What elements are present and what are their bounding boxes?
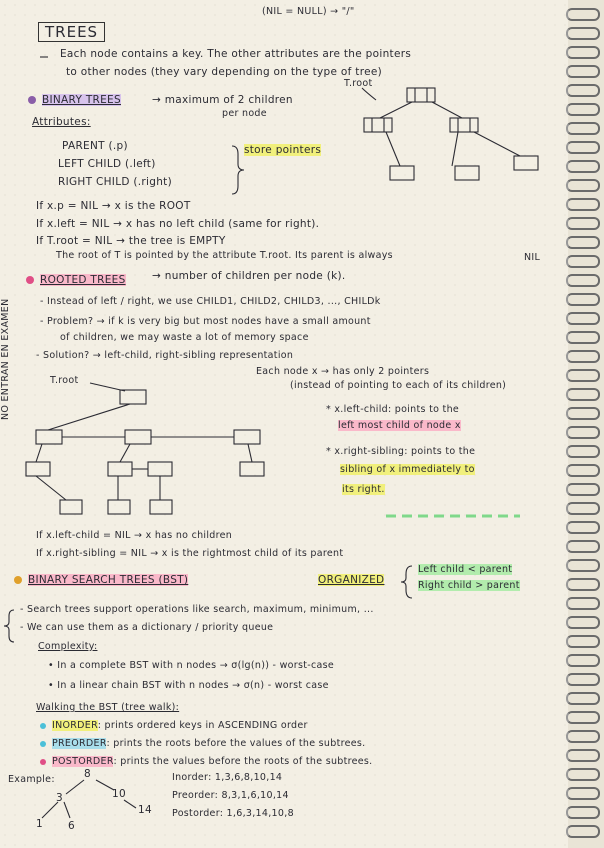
rooted-trees-arrow: → number of children per node (k). <box>152 270 346 282</box>
bt-rule-2: If x.left = NIL → x has no left child (same for right). <box>36 218 320 230</box>
rt-line-3: of children, we may waste a lot of memory space <box>60 332 309 343</box>
spiral-ring <box>566 198 600 211</box>
spiral-ring <box>566 559 600 572</box>
spiral-ring <box>566 179 600 192</box>
spiral-ring <box>566 730 600 743</box>
binary-trees-title: BINARY TREES <box>42 94 121 106</box>
each-node-line-2: (instead of pointing to each of its children) <box>290 380 507 391</box>
spiral-ring <box>566 65 600 78</box>
left-child-def-1: * x.left-child: points to the <box>326 404 460 415</box>
spiral-ring <box>566 464 600 477</box>
spiral-ring <box>566 787 600 800</box>
rt-node-a <box>36 430 62 444</box>
binary-trees-arrow: → maximum of 2 children <box>152 94 293 106</box>
attr-right-child: RIGHT CHILD (.right) <box>58 176 172 188</box>
rt-node-i <box>108 500 130 514</box>
inorder-label: INORDER <box>52 720 98 731</box>
inorder-line <box>40 720 308 731</box>
intro-line-1: Each node contains a key. The other attributes are the pointers <box>60 48 412 60</box>
preorder-text: : prints the roots before the values of the subtrees. <box>106 738 366 749</box>
spiral-ring <box>566 616 600 629</box>
spiral-ring <box>566 331 600 344</box>
example-node-8: 8 <box>84 768 91 780</box>
spiral-ring <box>566 236 600 249</box>
example-inorder: Inorder: 1,3,6,8,10,14 <box>172 772 283 783</box>
spiral-ring <box>566 749 600 762</box>
rt-node-g <box>240 462 264 476</box>
bst-complexity-2: • In a linear chain BST with n nodes → σ(n) - worst case <box>48 680 329 691</box>
spiral-ring <box>566 635 600 648</box>
rt-line-4: - Solution? → left-child, right-sibling representation <box>36 350 294 361</box>
example-preorder: Preorder: 8,3,1,6,10,14 <box>172 790 289 801</box>
rt-line-2: - Problem? → if k is very big but most nodes have a small amount <box>40 316 371 327</box>
spiral-ring <box>566 46 600 59</box>
example-node-3: 3 <box>56 792 63 804</box>
bst-complexity-1: • In a complete BST with n nodes → σ(lg(n)) - worst-case <box>48 660 335 671</box>
rt-node-e <box>108 462 132 476</box>
side-note: NO ENTRAN EN EXAMEN <box>0 298 11 420</box>
bst-heading <box>14 574 188 586</box>
bst-left-rule: Left child < parent <box>418 564 513 575</box>
spiral-ring <box>566 293 600 306</box>
example-label: Example: <box>8 774 55 785</box>
example-node-1: 1 <box>36 818 43 830</box>
binary-trees-heading <box>28 94 121 106</box>
spiral-ring <box>566 141 600 154</box>
bullet-icon <box>28 96 36 104</box>
top-note: (NIL = NULL) → "/" <box>262 6 355 17</box>
rooted-trees-title: ROOTED TREES <box>40 274 126 286</box>
spiral-ring <box>566 711 600 724</box>
inorder-text: : prints ordered keys in ASCENDING order <box>97 720 308 731</box>
spiral-ring <box>566 369 600 382</box>
page-title: TREES <box>38 22 105 42</box>
rt-node-d <box>26 462 50 476</box>
spiral-ring <box>566 312 600 325</box>
spiral-ring <box>566 483 600 496</box>
right-sibling-def-2: sibling of x immediately to <box>340 464 475 475</box>
bt-node-root <box>407 88 435 102</box>
bst-right-rule: Right child > parent <box>418 580 520 591</box>
example-postorder: Postorder: 1,6,3,14,10,8 <box>172 808 294 819</box>
bst-organized: ORGANIZED <box>318 574 385 586</box>
bullet-icon <box>40 741 46 747</box>
t-root-label-rt: T.root <box>50 375 79 386</box>
spiral-ring <box>566 445 600 458</box>
bst-complexity: Complexity: <box>38 641 98 652</box>
spiral-ring <box>566 692 600 705</box>
example-node-6: 6 <box>68 820 75 832</box>
bullet-icon <box>26 276 34 284</box>
rt-rule-2: If x.right-sibling = NIL → x is the rightmost child of its parent <box>36 548 344 559</box>
spiral-ring <box>566 521 600 534</box>
bt-node-left <box>364 118 392 132</box>
each-node-line: Each node x → has only 2 pointers <box>256 366 430 377</box>
spiral-ring <box>566 540 600 553</box>
spiral-ring <box>566 426 600 439</box>
spiral-ring <box>566 103 600 116</box>
bullet-icon <box>40 759 46 765</box>
attr-parent: PARENT (.p) <box>62 140 128 152</box>
spiral-ring <box>566 768 600 781</box>
spiral-ring <box>566 825 600 838</box>
spiral-ring <box>566 160 600 173</box>
spiral-ring <box>566 217 600 230</box>
bst-walking: Walking the BST (tree walk): <box>36 702 180 713</box>
left-child-def-2: left most child of node x <box>338 420 461 431</box>
per-node: per node <box>222 108 267 119</box>
bst-line-2: - We can use them as a dictionary / priority queue <box>20 622 274 633</box>
spiral-ring <box>566 255 600 268</box>
rt-node-h <box>60 500 82 514</box>
preorder-line <box>40 738 365 749</box>
rt-node-f <box>148 462 172 476</box>
bt-rule-4: The root of T is pointed by the attribute T.root. Its parent is always <box>56 250 393 261</box>
spiral-ring <box>566 654 600 667</box>
bt-rule-4-nil: NIL <box>524 252 541 263</box>
spiral-ring <box>566 597 600 610</box>
postorder-line <box>40 756 372 767</box>
bt-rule-1: If x.p = NIL → x is the ROOT <box>36 200 191 212</box>
spiral-ring <box>566 8 600 21</box>
rt-line-1: - Instead of left / right, we use CHILD1, CHILD2, CHILD3, ..., CHILDk <box>40 296 381 307</box>
intro-line-2: to other nodes (they vary depending on the type of tree) <box>66 66 382 78</box>
bt-rule-3: If T.root = NIL → the tree is EMPTY <box>36 235 226 247</box>
spiral-ring <box>566 122 600 135</box>
spiral-binding <box>564 0 604 848</box>
spiral-ring <box>566 27 600 40</box>
bullet-icon <box>40 723 46 729</box>
spiral-ring <box>566 274 600 287</box>
spiral-ring <box>566 673 600 686</box>
bst-title: BINARY SEARCH TREES (BST) <box>28 574 189 586</box>
spiral-ring <box>566 350 600 363</box>
spiral-ring <box>566 806 600 819</box>
rt-node-j <box>150 500 172 514</box>
spiral-ring <box>566 502 600 515</box>
rooted-trees-heading <box>26 274 126 286</box>
bt-node-right <box>450 118 478 132</box>
attr-left-child: LEFT CHILD (.left) <box>58 158 156 170</box>
spiral-ring <box>566 388 600 401</box>
example-node-10: 10 <box>112 788 126 800</box>
spiral-ring <box>566 578 600 591</box>
right-sibling-def-3: its right. <box>342 484 385 495</box>
bt-node-rl <box>455 166 479 180</box>
rt-node-b <box>125 430 151 444</box>
store-pointers-note: store pointers <box>244 144 322 156</box>
bullet-icon <box>14 576 22 584</box>
t-root-label-bt: T.root <box>344 78 373 89</box>
rt-node-c <box>234 430 260 444</box>
bt-node-ll <box>390 166 414 180</box>
postorder-label: POSTORDER <box>52 756 114 767</box>
preorder-label: PREORDER <box>52 738 107 749</box>
bst-line-1: - Search trees support operations like search, maximum, minimum, ... <box>20 604 374 615</box>
bt-node-rr <box>514 156 538 170</box>
rt-rule-1: If x.left-child = NIL → x has no children <box>36 530 233 541</box>
rt-node-root <box>120 390 146 404</box>
attributes-label: Attributes: <box>32 116 91 128</box>
right-sibling-def-1: * x.right-sibling: points to the <box>326 446 476 457</box>
spiral-ring <box>566 84 600 97</box>
example-node-14: 14 <box>138 804 152 816</box>
spiral-ring <box>566 407 600 420</box>
postorder-text: : prints the values before the roots of the subtrees. <box>113 756 373 767</box>
